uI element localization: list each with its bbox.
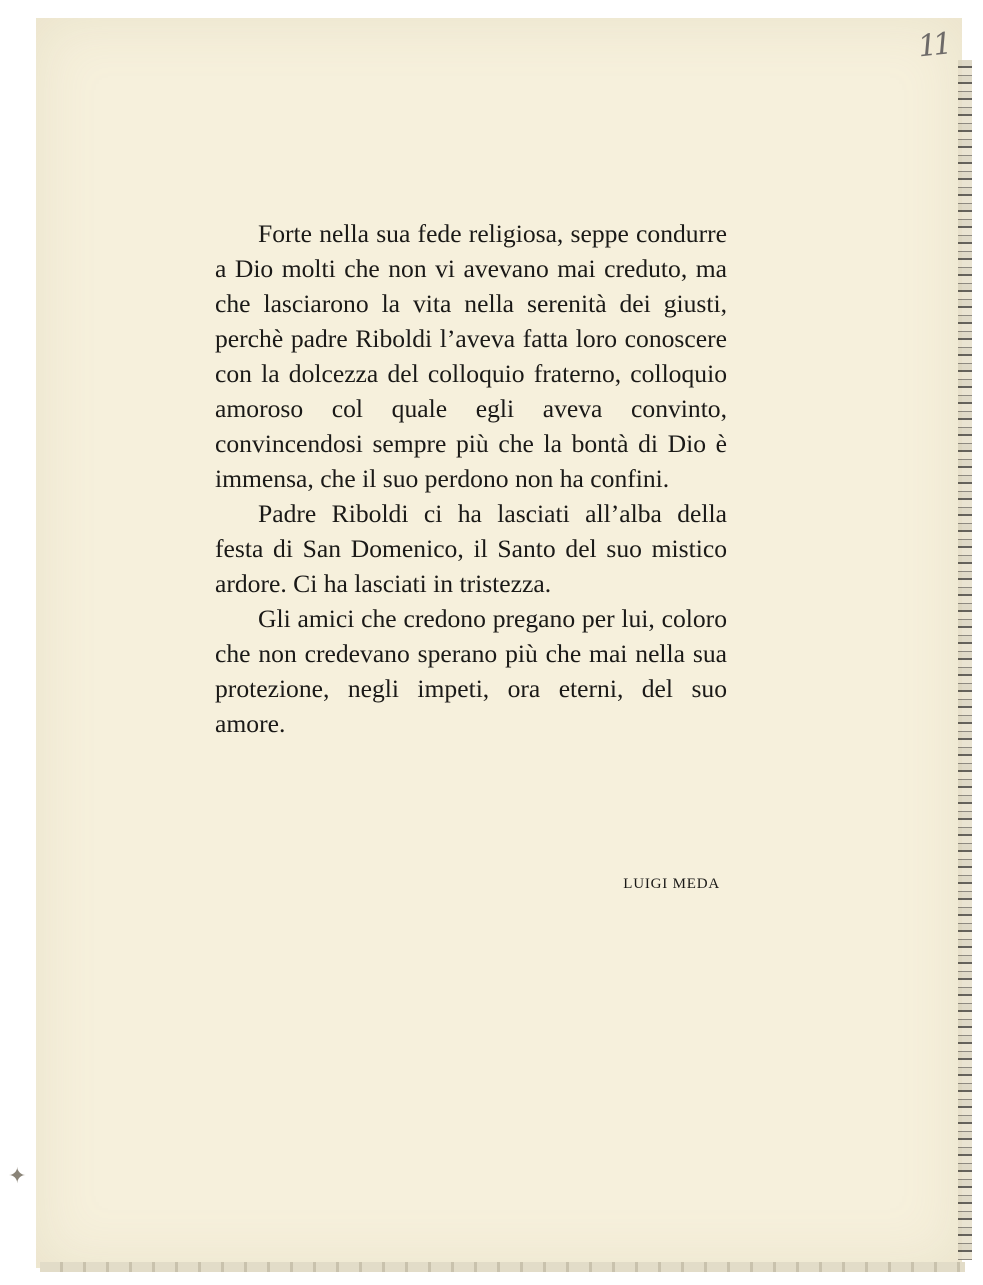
paper-tear-mark: ✦: [8, 1164, 27, 1189]
paragraph-2: Padre Riboldi ci ha lasciati all’alba della festa di San Domenico, il Santo del suo mistico ardore. Ci ha lasciati in tristezza.: [215, 499, 727, 598]
page-number: 11: [916, 26, 950, 65]
author-signature: LUIGI MEDA: [623, 876, 720, 892]
page-edge-bottom: [40, 1262, 965, 1272]
page-edge-right: [958, 60, 972, 1260]
body-text: [215, 216, 727, 741]
paragraph-3: Gli amici che credono pregano per lui, coloro che non credevano sperano più che mai nella sua protezione, negli impeti, ora eterni, del suo amore.: [215, 604, 727, 738]
paragraph-1: Forte nella sua fede religiosa, seppe condurre a Dio molti che non vi avevano mai creduto, ma che lasciarono la vita nella serenità dei giusti, perchè padre Riboldi l’aveva fatta loro conoscere con la dolcezza del colloquio fraterno, colloquio amoroso col quale egli aveva convinto, convincendosi sempre più che la bontà di Dio è immensa, che il suo perdono non ha confini.: [215, 219, 727, 493]
